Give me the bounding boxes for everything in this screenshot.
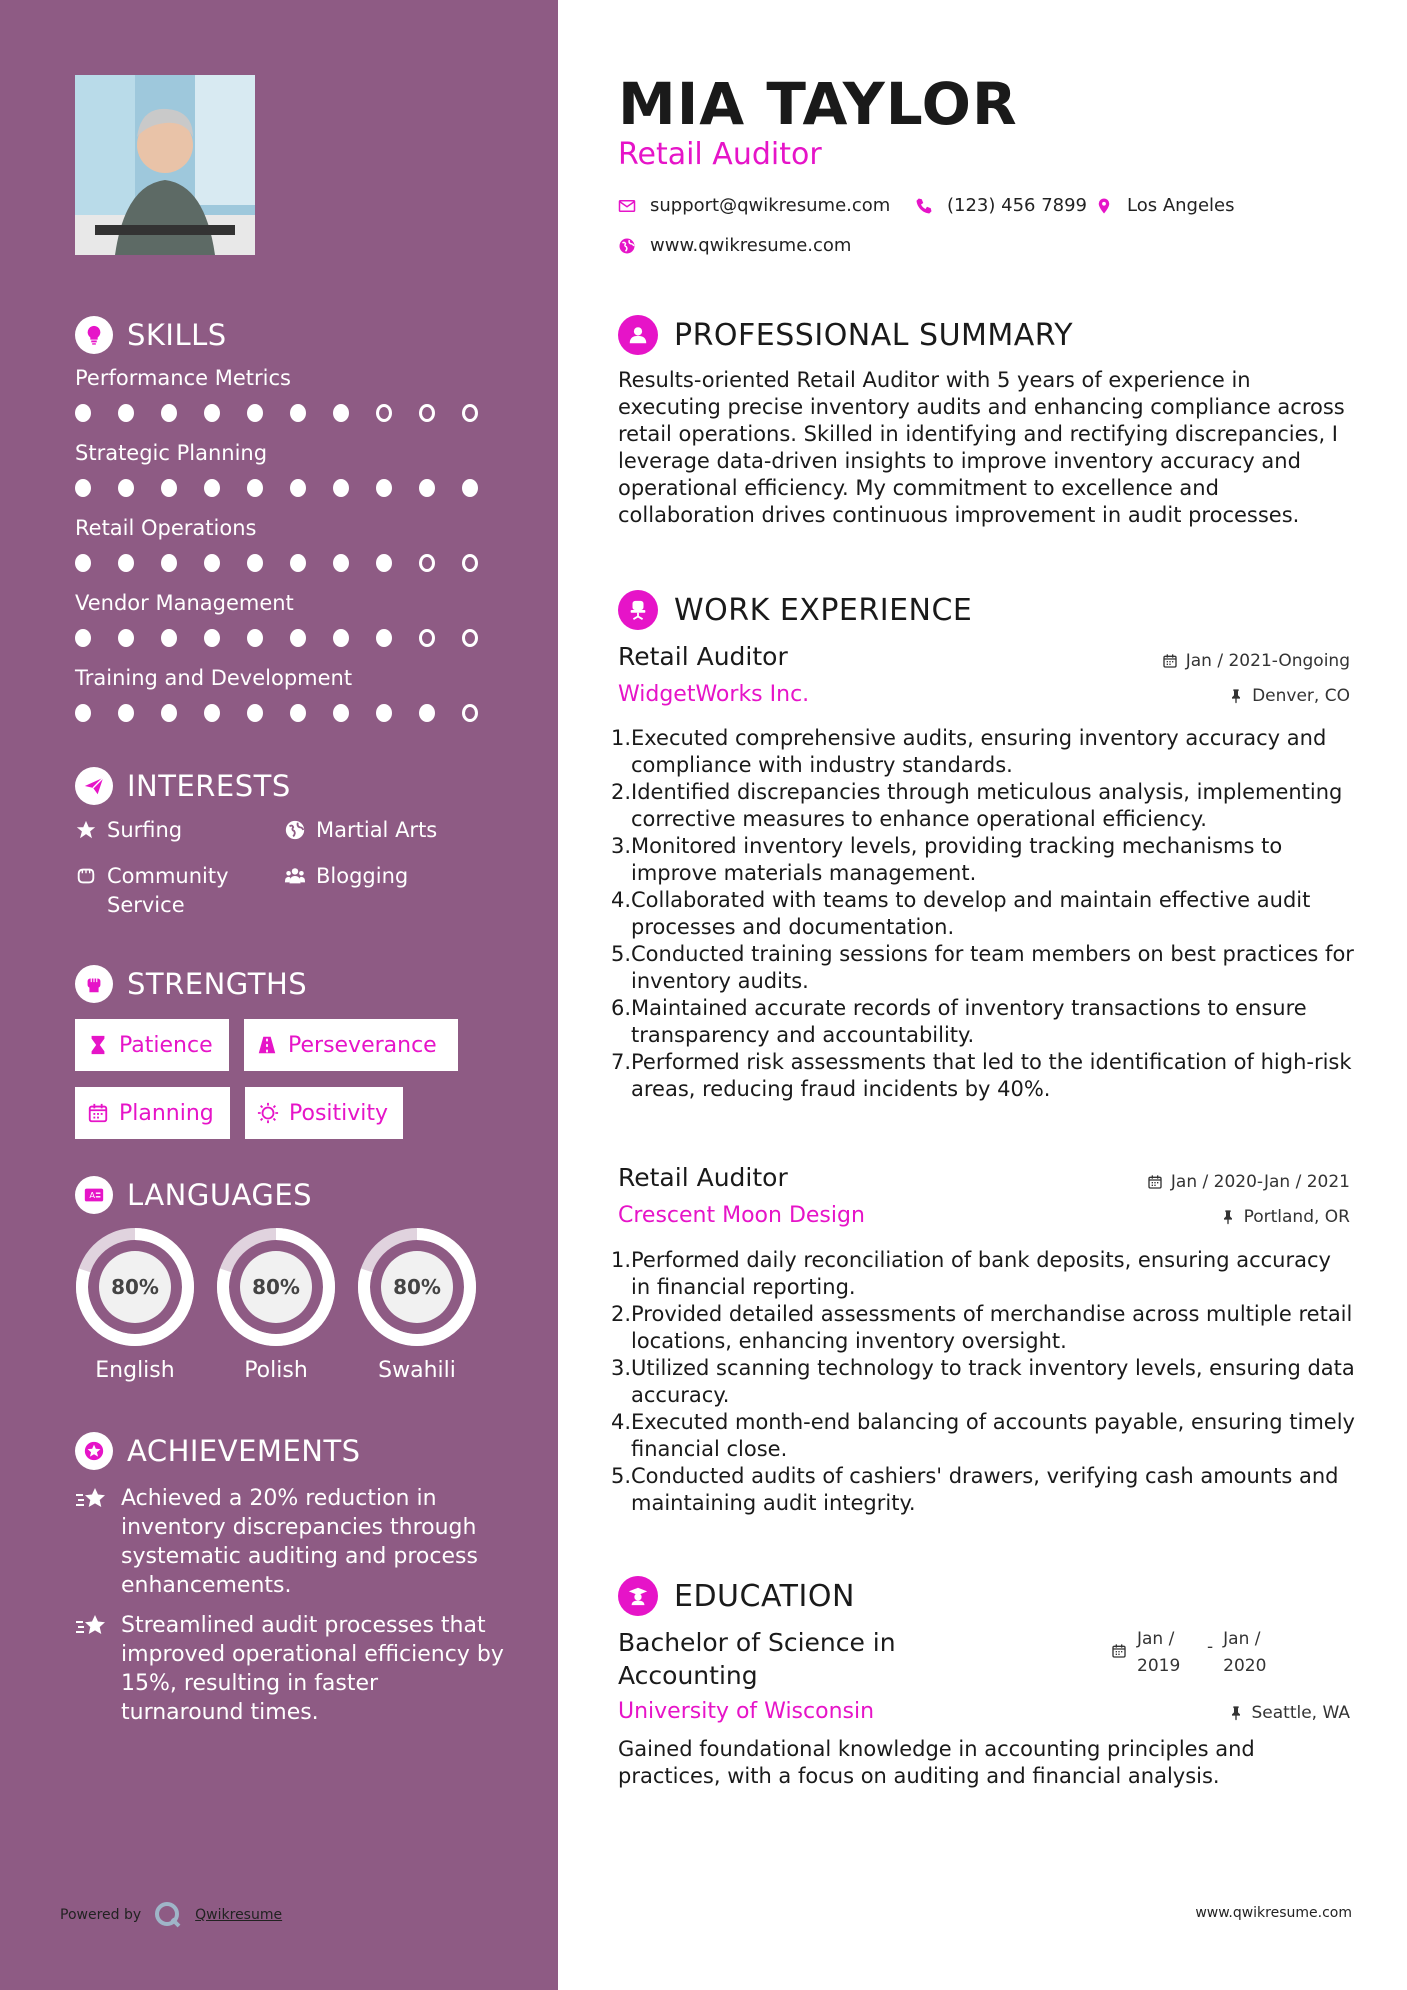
rating-dot-filled <box>290 704 306 722</box>
skill-rating <box>75 554 505 572</box>
rating-dot-filled <box>75 554 91 572</box>
rating-dot-empty <box>376 404 392 422</box>
rating-dot-filled <box>419 704 435 722</box>
list-item <box>611 1355 1356 1409</box>
school-location: Seattle, WA <box>1228 1703 1351 1723</box>
job-title: Retail Auditor <box>618 642 788 671</box>
list-number: 2. <box>611 780 632 804</box>
list-text: Executed month-end balancing of accounts payable, ensuring timely financial close. <box>631 1410 1355 1461</box>
rating-dot-empty <box>419 404 435 422</box>
strengths-heading <box>75 965 307 1003</box>
rating-dot-filled <box>204 554 220 572</box>
contact-website[interactable]: www.qwikresume.com <box>618 235 851 256</box>
list-text: Performed risk assessments that led to the identification of high-risk areas, reducing fraud incidents by 40%. <box>631 1050 1352 1101</box>
language-icon <box>75 1176 113 1214</box>
languages-title: LANGUAGES <box>127 1178 313 1212</box>
skill-item <box>75 516 505 572</box>
footer-website[interactable]: www.qwikresume.com <box>1195 1905 1352 1921</box>
svg-text:A: A <box>89 1190 96 1201</box>
company-name: Crescent Moon Design <box>618 1203 865 1228</box>
list-item <box>611 833 1356 887</box>
lightbulb-icon <box>75 316 113 354</box>
rating-dot-filled <box>333 629 349 647</box>
rating-dot-filled <box>247 404 263 422</box>
rating-dot-filled <box>333 404 349 422</box>
list-item <box>611 1463 1356 1517</box>
contact-location: Los Angeles <box>1095 195 1235 216</box>
rating-dot-empty <box>419 554 435 572</box>
strengths-title: STRENGTHS <box>127 967 308 1001</box>
pushpin-icon <box>1228 1705 1244 1721</box>
skill-rating <box>75 704 505 722</box>
achievements-heading <box>75 1432 361 1470</box>
rating-dot-filled <box>118 479 134 497</box>
rating-dot-filled <box>247 554 263 572</box>
pushpin-icon <box>1228 688 1244 704</box>
list-text: Maintained accurate records of inventory transactions to ensure transparency and accountability. <box>631 996 1307 1047</box>
strength-patience: Patience <box>75 1019 229 1071</box>
shooting-star-icon <box>75 1612 109 1640</box>
rating-dot-filled <box>118 704 134 722</box>
list-number: 1. <box>611 726 632 750</box>
strength-positivity: Positivity <box>245 1087 403 1139</box>
badge-star-icon <box>75 1432 113 1470</box>
list-number: 5. <box>611 942 632 966</box>
rating-dot-filled <box>333 554 349 572</box>
interests-title: INTERESTS <box>127 769 291 803</box>
powered-by: Powered by Qwikresume <box>60 1900 282 1930</box>
rating-dot-filled <box>247 479 263 497</box>
shooting-star-icon <box>75 1485 109 1513</box>
experience-heading: WORK EXPERIENCE <box>618 590 972 630</box>
job-responsibilities <box>611 725 1356 1103</box>
interest-martial-arts: Martial Arts <box>284 816 437 845</box>
calendar-icon <box>1162 653 1178 669</box>
sun-icon <box>257 1102 279 1124</box>
rating-dot-filled <box>376 554 392 572</box>
fist-icon <box>75 965 113 1003</box>
list-item <box>611 887 1356 941</box>
list-item <box>611 1409 1356 1463</box>
rating-dot-filled <box>75 404 91 422</box>
language-percent: 80% <box>111 1275 159 1299</box>
list-text: Utilized scanning technology to track inventory levels, ensuring data accuracy. <box>631 1356 1355 1407</box>
list-text: Conducted audits of cashiers' drawers, verifying cash amounts and maintaining audit integrity. <box>631 1464 1339 1515</box>
hand-icon <box>75 865 97 887</box>
rating-dot-filled <box>161 479 177 497</box>
company-name: WidgetWorks Inc. <box>618 682 810 707</box>
skill-item <box>75 591 505 647</box>
list-item <box>611 1247 1356 1301</box>
envelope-icon <box>618 197 636 215</box>
globe-icon <box>618 237 636 255</box>
school-name: University of Wisconsin <box>618 1699 875 1724</box>
education-dates: Jan / 2019 - Jan / 2020 <box>1111 1626 1283 1680</box>
strength-planning: Planning <box>75 1087 230 1139</box>
languages-heading <box>75 1176 312 1214</box>
rating-dot-empty <box>462 554 478 572</box>
rating-dot-filled <box>376 629 392 647</box>
language-percent: 80% <box>393 1275 441 1299</box>
users-icon <box>284 865 306 887</box>
calendar-icon <box>87 1102 109 1124</box>
skill-item <box>75 441 505 497</box>
list-text: Conducted training sessions for team members on best practices for inventory audits. <box>631 942 1354 993</box>
skill-rating <box>75 629 505 647</box>
skill-item <box>75 366 505 422</box>
star-icon <box>75 819 97 841</box>
skill-name: Vendor Management <box>75 591 294 615</box>
language-progress-ring <box>356 1226 478 1348</box>
language-progress-ring <box>74 1226 196 1348</box>
rating-dot-filled <box>247 704 263 722</box>
rating-dot-filled <box>118 554 134 572</box>
rating-dot-filled <box>204 629 220 647</box>
rating-dot-filled <box>204 704 220 722</box>
road-icon <box>256 1034 278 1056</box>
list-number: 2. <box>611 1302 632 1326</box>
summary-heading: PROFESSIONAL SUMMARY <box>618 315 1073 355</box>
skill-rating <box>75 404 505 422</box>
skills-title: SKILLS <box>127 318 227 352</box>
rating-dot-empty <box>462 704 478 722</box>
sidebar <box>0 0 558 1990</box>
language-item <box>215 1226 337 1383</box>
interest-community-service: Community Service <box>75 862 265 920</box>
list-number: 1. <box>611 1248 632 1272</box>
rating-dot-filled <box>75 629 91 647</box>
rating-dot-filled <box>376 479 392 497</box>
achievements-title: ACHIEVEMENTS <box>127 1434 361 1468</box>
list-item <box>611 779 1356 833</box>
main-content <box>558 0 1407 1990</box>
skill-rating <box>75 479 505 497</box>
rating-dot-filled <box>247 629 263 647</box>
rating-dot-empty <box>462 629 478 647</box>
rating-dot-filled <box>462 479 478 497</box>
language-progress-ring <box>215 1226 337 1348</box>
rating-dot-filled <box>204 404 220 422</box>
language-item <box>356 1226 478 1383</box>
rating-dot-filled <box>204 479 220 497</box>
calendar-icon <box>1111 1643 1127 1659</box>
skill-name: Strategic Planning <box>75 441 268 465</box>
list-number: 5. <box>611 1464 632 1488</box>
interest-blogging: Blogging <box>284 862 408 891</box>
list-number: 4. <box>611 1410 632 1434</box>
language-item <box>74 1226 196 1383</box>
map-pin-icon <box>1095 197 1113 215</box>
rating-dot-filled <box>333 704 349 722</box>
job-dates: Jan / 2021-Ongoing <box>1162 651 1350 671</box>
list-text: Executed comprehensive audits, ensuring inventory accuracy and compliance with industry standards. <box>631 726 1327 777</box>
rating-dot-filled <box>419 479 435 497</box>
list-number: 4. <box>611 888 632 912</box>
language-percent: 80% <box>252 1275 300 1299</box>
job-location: Denver, CO <box>1228 686 1350 706</box>
profile-photo <box>75 75 255 255</box>
phone-icon <box>915 197 933 215</box>
globe-icon <box>284 819 306 841</box>
skill-name: Performance Metrics <box>75 366 291 390</box>
paper-plane-icon <box>75 767 113 805</box>
list-number: 3. <box>611 1356 632 1380</box>
degree-title: Bachelor of Science in Accounting <box>618 1628 896 1690</box>
rating-dot-filled <box>161 629 177 647</box>
candidate-role: Retail Auditor <box>618 137 822 172</box>
job-location: Portland, OR <box>1220 1207 1350 1227</box>
list-text: Collaborated with teams to develop and maintain effective audit processes and documentation. <box>631 888 1311 939</box>
graduate-icon <box>618 1576 658 1616</box>
rating-dot-empty <box>419 629 435 647</box>
language-name: English <box>95 1358 175 1383</box>
list-number: 7. <box>611 1050 632 1074</box>
user-icon <box>618 315 658 355</box>
interest-surfing: Surfing <box>75 816 182 845</box>
pushpin-icon <box>1220 1209 1236 1225</box>
achievement-item: Achieved a 20% reduction in inventory discrepancies through systematic auditing and process enhancements. <box>75 1484 505 1600</box>
office-chair-icon <box>618 590 658 630</box>
job-responsibilities <box>611 1247 1356 1517</box>
rating-dot-filled <box>161 704 177 722</box>
hourglass-icon <box>87 1034 109 1056</box>
calendar-icon <box>1147 1174 1163 1190</box>
skill-name: Retail Operations <box>75 516 257 540</box>
skill-name: Training and Development <box>75 666 353 690</box>
education-heading: EDUCATION <box>618 1576 855 1616</box>
interests-heading <box>75 767 291 805</box>
rating-dot-filled <box>118 404 134 422</box>
contact-email[interactable]: support@qwikresume.com <box>618 195 890 216</box>
achievement-item: Streamlined audit processes that improved operational efficiency by 15%, resulting in faster turnaround times. <box>75 1611 505 1727</box>
list-item <box>611 1301 1356 1355</box>
rating-dot-filled <box>118 629 134 647</box>
skill-item <box>75 666 505 722</box>
qwikresume-logo-icon <box>153 1900 183 1930</box>
list-text: Provided detailed assessments of merchandise across multiple retail locations, enhancing inventory oversight. <box>631 1302 1353 1353</box>
rating-dot-filled <box>376 704 392 722</box>
education-description: Gained foundational knowledge in accounting principles and practices, with a focus on auditing and financial analysis. <box>618 1737 1255 1788</box>
list-text: Identified discrepancies through meticulous analysis, implementing corrective measures to enhance operational efficiency. <box>631 780 1343 831</box>
rating-dot-empty <box>462 404 478 422</box>
job-dates: Jan / 2020-Jan / 2021 <box>1147 1172 1350 1192</box>
rating-dot-filled <box>75 704 91 722</box>
list-number: 3. <box>611 834 632 858</box>
list-number: 6. <box>611 996 632 1020</box>
rating-dot-filled <box>161 554 177 572</box>
strength-perseverance: Perseverance <box>244 1019 458 1071</box>
summary-text: Results-oriented Retail Auditor with 5 years of experience in executing precise inventory audits and enhancing compliance across retail operations. Skilled in identifying and rectifying discrepancies, I leverage data-driven insights to improve inventory accuracy and operational efficiency. My commitment to excellence and collaboration drives continuous improvement in audit processes. <box>618 368 1345 527</box>
list-item <box>611 995 1356 1049</box>
rating-dot-filled <box>333 479 349 497</box>
skills-heading <box>75 316 227 354</box>
contact-phone[interactable]: (123) 456 7899 <box>915 195 1087 216</box>
list-item <box>611 941 1356 995</box>
rating-dot-filled <box>75 479 91 497</box>
list-text: Monitored inventory levels, providing tracking mechanisms to improve materials management. <box>631 834 1283 885</box>
language-name: Polish <box>244 1358 308 1383</box>
rating-dot-filled <box>161 404 177 422</box>
language-name: Swahili <box>378 1358 456 1383</box>
job-title: Retail Auditor <box>618 1163 788 1192</box>
rating-dot-filled <box>290 404 306 422</box>
rating-dot-filled <box>290 629 306 647</box>
list-item <box>611 725 1356 779</box>
list-item <box>611 1049 1356 1103</box>
rating-dot-filled <box>290 554 306 572</box>
list-text: Performed daily reconciliation of bank deposits, ensuring accuracy in financial reporting. <box>631 1248 1331 1299</box>
qwikresume-link[interactable]: Qwikresume <box>195 1907 283 1923</box>
rating-dot-filled <box>290 479 306 497</box>
candidate-name: MIA TAYLOR <box>618 70 1018 138</box>
